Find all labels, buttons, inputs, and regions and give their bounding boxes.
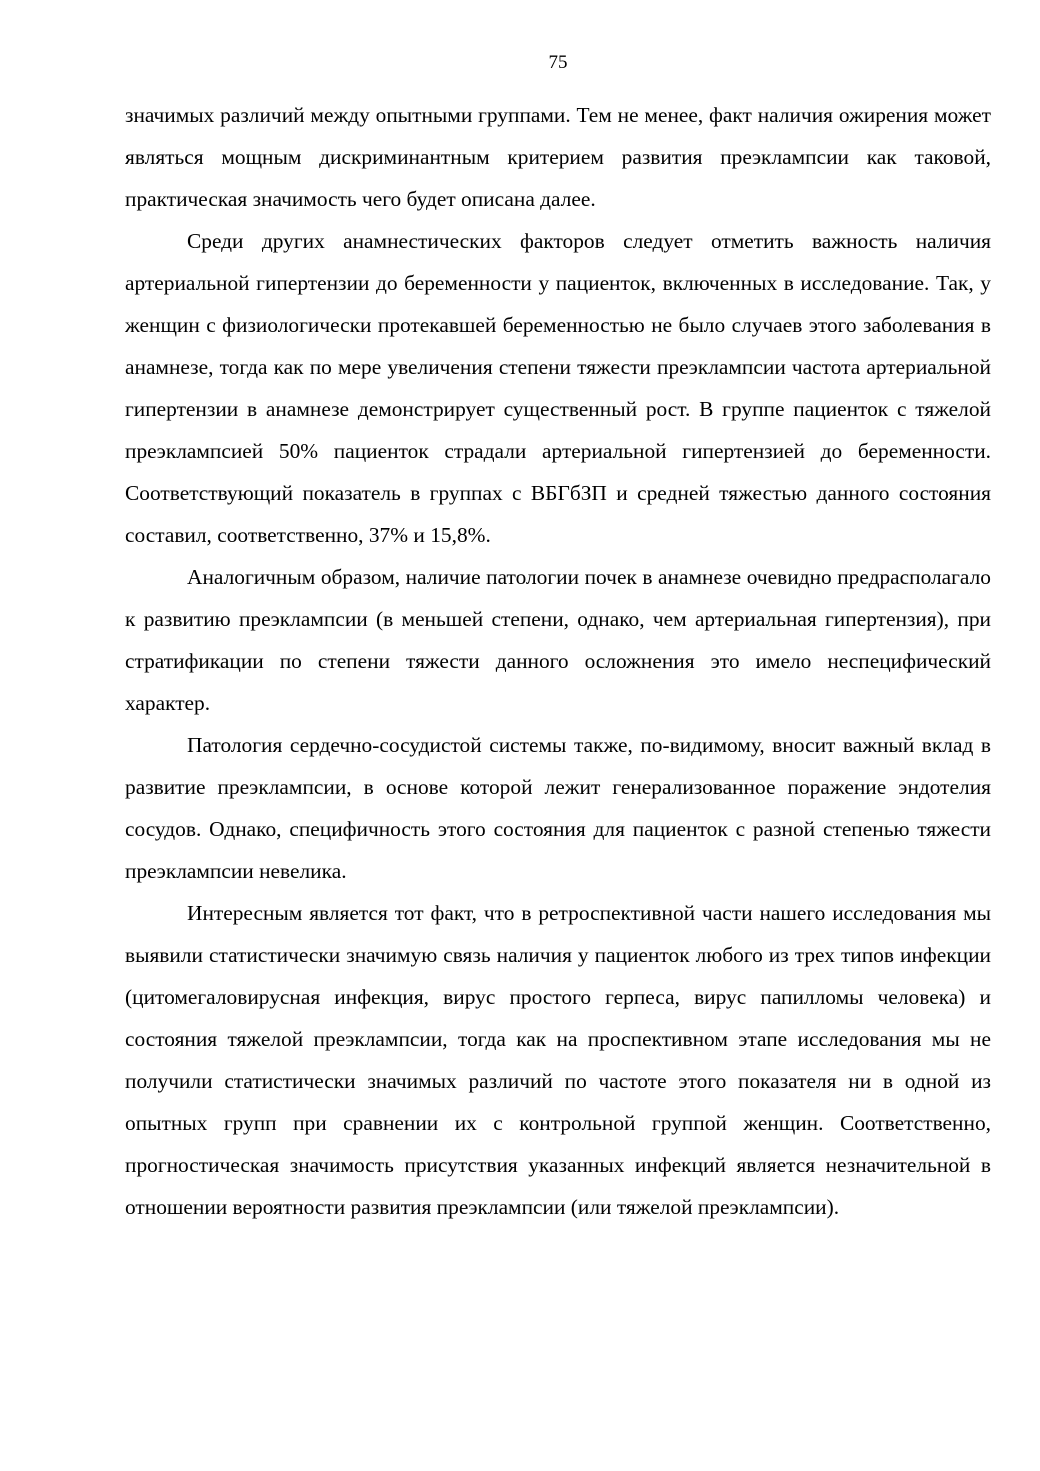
- paragraph-continuation: значимых различий между опытными группами. Тем не менее, факт наличия ожирения может являться мощным дискриминантным критерием развития преэклампсии как таковой, практическая значимость чего будет описана далее.: [125, 103, 991, 211]
- paragraph-kidney-pathology: Аналогичным образом, наличие патологии почек в анамнезе очевидно предрасполагало к развитию преэклампсии (в меньшей степени, однако, чем артериальная гипертензия), при стратификации по степени тяжести данного осложнения это имело неспецифический характер.: [125, 565, 991, 715]
- paragraph-infections: Интересным является тот факт, что в ретроспективной части нашего исследования мы выявили статистически значимую связь наличия у пациенток любого из трех типов инфекции (цитомегаловирусная инфекция, вирус простого герпеса, вирус папилломы человека) и состояния тяжелой преэклампсии, тогда как на проспективном этапе исследования мы не получили статистически значимых различий по частоте этого показателя ни в одной из опытных групп при сравнении их с контрольной группой женщин. Соответственно, прогностическая значимость присутствия указанных инфекций является незначительной в отношении вероятности развития преэклампсии (или тяжелой преэклампсии).: [125, 901, 991, 1219]
- document-body: [125, 94, 991, 1228]
- paragraph-cardiovascular-pathology: Патология сердечно-сосудистой системы также, по-видимому, вносит важный вклад в развитие преэклампсии, в основе которой лежит генерализованное поражение эндотелия сосудов. Однако, специфичность этого состояния для пациенток с разной степенью тяжести преэклампсии невелика.: [125, 733, 991, 883]
- page-number: 75: [548, 52, 568, 73]
- paragraph-arterial-hypertension: Среди других анамнестических факторов следует отметить важность наличия артериальной гипертензии до беременности у пациенток, включенных в исследование. Так, у женщин с физиологически протекавшей беременностью не было случаев этого заболевания в анамнезе, тогда как по мере увеличения степени тяжести преэклампсии частота артериальной гипертензии в анамнезе демонстрирует существенный рост. В группе пациенток с тяжелой преэклампсией 50% пациенток страдали артериальной гипертензией до беременности. Соответствующий показатель в группах с ВБГбЗП и средней тяжестью данного состояния составил, соответственно, 37% и 15,8%.: [125, 229, 991, 547]
